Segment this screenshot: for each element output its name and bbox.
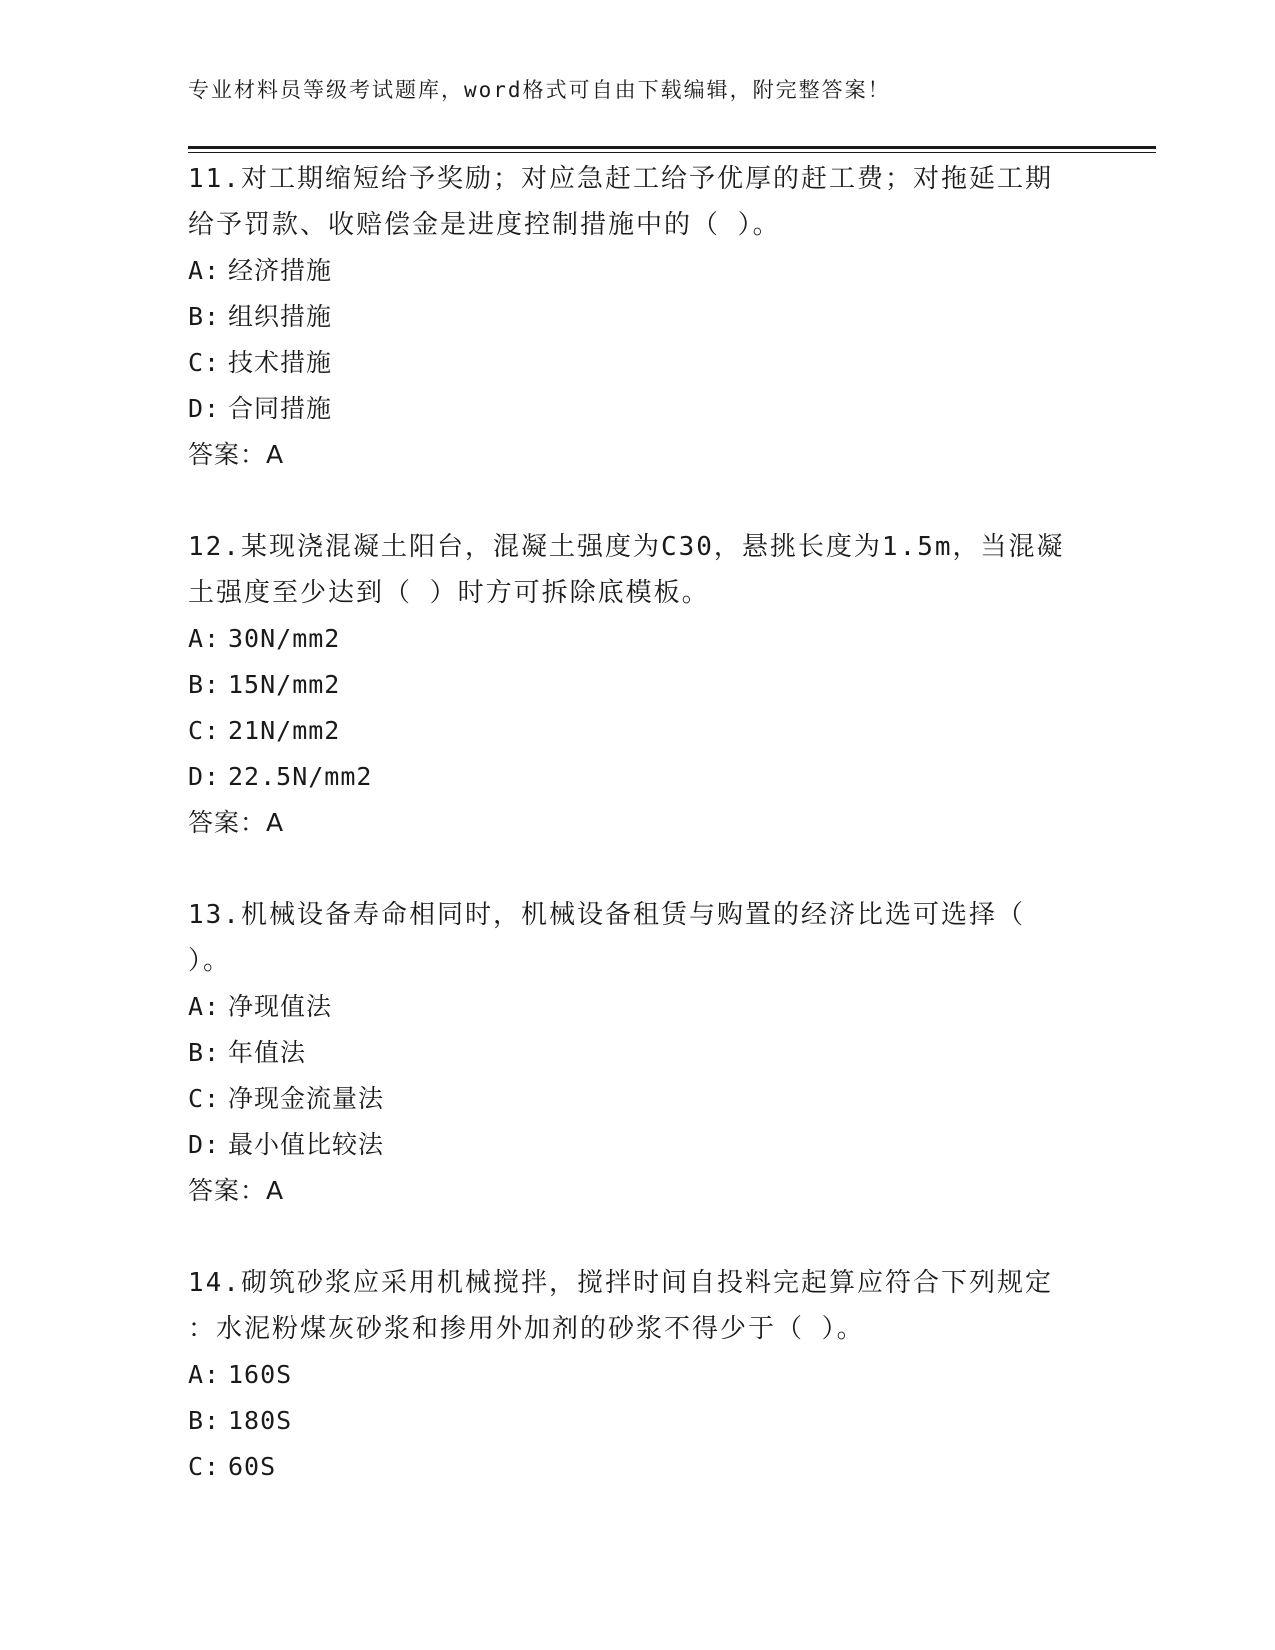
option-letter: B: xyxy=(188,1038,221,1067)
page-header: 专业材料员等级考试题库，word格式可自由下载编辑，附完整答案！ xyxy=(188,78,891,102)
option-letter: C: xyxy=(188,1084,221,1113)
question-11 xyxy=(188,156,1088,478)
option-text: 年值法 xyxy=(228,1038,307,1067)
option-letter: B: xyxy=(188,1406,221,1435)
option-letter: B: xyxy=(188,670,221,699)
option-text: 160S xyxy=(228,1360,293,1389)
question-stem-line: ）。 xyxy=(188,946,232,976)
option-b xyxy=(188,294,1088,340)
option-letter: C: xyxy=(188,716,221,745)
option-letter: C: xyxy=(188,1452,221,1481)
option-d xyxy=(188,754,1088,800)
option-text: 60S xyxy=(228,1452,277,1481)
question-stem-line: 12.某现浇混凝土阳台，混凝土强度为C30，悬挑长度为1.5m，当混凝 xyxy=(188,532,1065,562)
question-stem-line: 13.机械设备寿命相同时，机械设备租赁与购置的经济比选可选择（ xyxy=(188,900,1025,930)
question-stem-line: 土强度至少达到（ ）时方可拆除底模板。 xyxy=(188,578,710,608)
option-text: 21N/mm2 xyxy=(228,716,341,745)
option-c xyxy=(188,708,1088,754)
option-c xyxy=(188,1444,1088,1490)
option-text: 15N/mm2 xyxy=(228,670,341,699)
question-stem-line: 14.砌筑砂浆应采用机械搅拌，搅拌时间自投料完起算应符合下列规定 xyxy=(188,1268,1053,1298)
option-letter: D: xyxy=(188,762,221,791)
option-letter: A: xyxy=(188,624,221,653)
option-a xyxy=(188,616,1088,662)
option-b xyxy=(188,1030,1088,1076)
answer: 答案：A xyxy=(188,808,285,837)
answer: 答案：A xyxy=(188,440,285,469)
option-b xyxy=(188,1398,1088,1444)
option-text: 22.5N/mm2 xyxy=(228,762,373,791)
option-a xyxy=(188,984,1088,1030)
question-stem-line: ：水泥粉煤灰砂浆和掺用外加剂的砂浆不得少于（ ）。 xyxy=(188,1314,865,1344)
question-stem-line: 给予罚款、收赔偿金是进度控制措施中的（ ）。 xyxy=(188,210,781,240)
option-text: 经济措施 xyxy=(228,256,333,285)
option-text: 最小值比较法 xyxy=(228,1130,385,1159)
option-letter: C: xyxy=(188,348,221,377)
header-rule-thin xyxy=(188,152,1156,153)
option-c xyxy=(188,1076,1088,1122)
option-text: 技术措施 xyxy=(228,348,333,377)
question-14 xyxy=(188,1260,1088,1490)
question-12 xyxy=(188,524,1088,846)
option-letter: D: xyxy=(188,1130,221,1159)
option-letter: A: xyxy=(188,1360,221,1389)
option-letter: A: xyxy=(188,256,221,285)
question-13 xyxy=(188,892,1088,1214)
option-c xyxy=(188,340,1088,386)
option-letter: D: xyxy=(188,394,221,423)
option-text: 180S xyxy=(228,1406,293,1435)
option-letter: A: xyxy=(188,992,221,1021)
answer: 答案：A xyxy=(188,1176,285,1205)
option-d xyxy=(188,386,1088,432)
option-text: 净现值法 xyxy=(228,992,333,1021)
option-text: 净现金流量法 xyxy=(228,1084,385,1113)
option-a xyxy=(188,248,1088,294)
option-b xyxy=(188,662,1088,708)
option-text: 组织措施 xyxy=(228,302,333,331)
question-list xyxy=(188,156,1088,1536)
option-letter: B: xyxy=(188,302,221,331)
option-d xyxy=(188,1122,1088,1168)
option-text: 合同措施 xyxy=(228,394,333,423)
header-rule-thick xyxy=(188,146,1156,149)
question-stem-line: 11.对工期缩短给予奖励；对应急赶工给予优厚的赶工费；对拖延工期 xyxy=(188,164,1053,194)
option-text: 30N/mm2 xyxy=(228,624,341,653)
option-a xyxy=(188,1352,1088,1398)
